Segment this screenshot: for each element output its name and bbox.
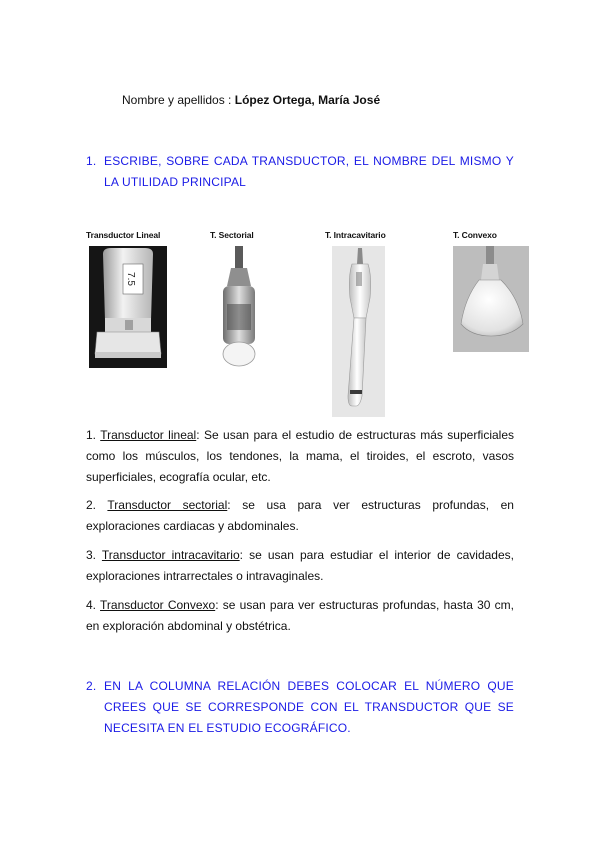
answer-4-number: 4. [86,598,97,612]
answer-2-text: : se usa para ver estructuras profundas, en exploraciones cardiacas y abdominales. [86,498,514,533]
answer-2-term: Transductor sectorial [107,498,228,512]
caption-lineal: Transductor Lineal [86,230,161,240]
answer-1-text: : Se usan para el estudio de estructuras más superficiales como los músculos, los tendones, la mama, el tiroides, el escroto, vasos superficiales, ecografía ocular, etc. [86,428,514,484]
name-label: Nombre y apellidos : [122,93,232,107]
answer-1 [86,425,514,488]
answer-1-number: 1. [86,428,97,442]
student-name-line [122,93,380,107]
convex-transducer-image [453,246,529,352]
answer-2 [86,495,514,537]
sectorial-transducer-image [213,246,264,368]
answer-1-term: Transductor lineal [100,428,197,442]
question-2-text: EN LA COLUMNA RELACIÓN DEBES COLOCAR EL NÚMERO QUE CREES QUE SE CORRESPONDE CON EL TRANSDUCTOR QUE SE NECESITA EN EL ESTUDIO ECOGRÁFICO. [104,679,514,735]
answer-3-number: 3. [86,548,97,562]
answer-4-term: Transductor Convexo [100,598,216,612]
question-2 [86,676,514,739]
caption-convexo: T. Convexo [453,230,497,240]
probe-frequency-label: 7.5 [125,272,136,286]
caption-sectorial: T. Sectorial [210,230,254,240]
answer-3-text: : se usan para estudiar el interior de cavidades, exploraciones intrarrectales o intravaginales. [86,548,514,583]
intracavitary-transducer-image [332,246,385,417]
answer-4 [86,595,514,637]
question-1-number: 1. [86,154,97,168]
answer-2-number: 2. [86,498,97,512]
answer-4-text: : se usan para ver estructuras profundas, hasta 30 cm, en exploración abdominal y obstétrica. [86,598,514,633]
question-1 [86,151,514,193]
linear-transducer-image [89,246,167,368]
question-1-text: ESCRIBE, SOBRE CADA TRANSDUCTOR, EL NOMBRE DEL MISMO Y LA UTILIDAD PRINCIPAL [104,154,514,189]
answer-3-term: Transductor intracavitario [101,548,240,562]
student-name: López Ortega, María José [234,93,381,107]
answer-3 [86,545,514,587]
question-2-number: 2. [86,679,97,693]
caption-intracavitario: T. Intracavitario [325,230,386,240]
